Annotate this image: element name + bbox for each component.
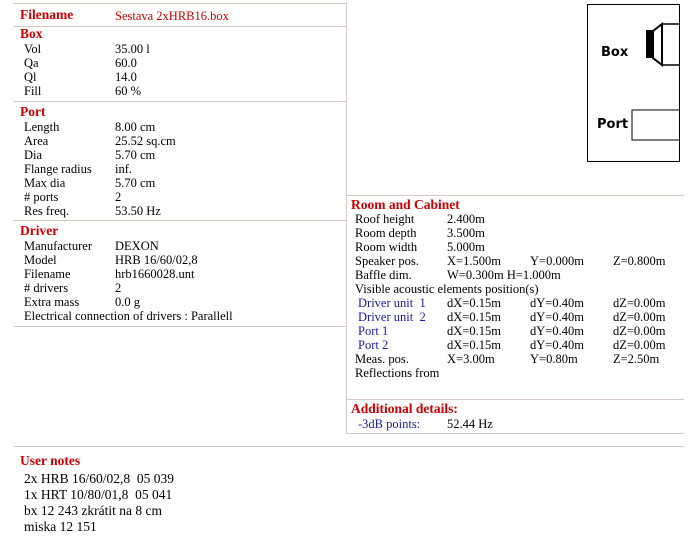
note-line: bx 12 243 zkrátit na 8 cm (24, 503, 162, 518)
row-value: HRB 16/60/02,8 (115, 253, 198, 267)
element-dx: dX=0.15m (447, 338, 501, 352)
room-row (355, 212, 675, 226)
diagram-box-label: Box (601, 45, 629, 60)
row-label: Baffle dim. (355, 268, 412, 282)
row-label: Meas. pos. (355, 352, 409, 366)
baffle-row (355, 268, 675, 282)
row-value: 8.00 cm (115, 120, 156, 134)
note-line: miska 12 151 (24, 519, 97, 534)
row-label: Flange radius (24, 162, 92, 176)
row-label: Speaker pos. (355, 254, 419, 268)
port-row (24, 134, 324, 148)
room-section-title: Room and Cabinet (351, 197, 460, 212)
element-name: Port 2 (358, 338, 389, 352)
driver-row (24, 239, 324, 253)
speaker-pos-row (355, 254, 685, 268)
row-label: # ports (24, 190, 59, 204)
row-label: Ql (24, 70, 37, 84)
element-row (355, 324, 685, 338)
driver-section-title: Driver (20, 223, 59, 238)
element-row (355, 310, 685, 324)
row-label: # drivers (24, 281, 69, 295)
divider (14, 220, 346, 221)
row-label: Filename (24, 267, 71, 281)
box-section-title: Box (20, 26, 43, 41)
row-label: Max dia (24, 176, 66, 190)
row-value: 14.0 (115, 70, 137, 84)
row-label: Res freq. (24, 204, 70, 218)
meas-pos-z: Z=2.50m (613, 352, 660, 366)
port-row (24, 120, 324, 134)
row-value: 0.0 g (115, 295, 140, 309)
points-value: 52.44 Hz (447, 417, 493, 431)
element-row (355, 338, 685, 352)
row-value: 2 (115, 281, 122, 295)
port-row (24, 162, 324, 176)
divider (14, 3, 346, 4)
driver-row (24, 267, 324, 281)
element-dx: dX=0.15m (447, 296, 501, 310)
row-value: DEXON (115, 239, 159, 253)
row-value: 35.00 l (115, 42, 150, 56)
points-label: -3dB points: (358, 417, 421, 431)
diagram-port-label: Port (597, 117, 629, 132)
divider (346, 195, 684, 196)
row-label: Vol (24, 42, 42, 56)
row-value: hrb1660028.unt (115, 267, 195, 281)
note-line: 1x HRT 10/80/01,8 05 041 (24, 487, 173, 502)
speaker-pos-z: Z=0.800m (613, 254, 666, 268)
row-value: 60.0 (115, 56, 137, 70)
row-label: Qa (24, 56, 39, 70)
element-dx: dX=0.15m (447, 324, 501, 338)
driver-connection: Electrical connection of drivers : Parallell (24, 309, 233, 323)
meas-pos-x: X=3.00m (447, 352, 495, 366)
element-dz: dZ=0.00m (613, 338, 666, 352)
row-value: 2.400m (447, 212, 485, 226)
user-notes-title: User notes (20, 453, 81, 468)
filename-label: Filename (20, 7, 74, 22)
row-value: 5.70 cm (115, 176, 156, 190)
element-dy: dY=0.40m (530, 296, 584, 310)
row-value: 53.50 Hz (115, 204, 161, 218)
note-line: 2x HRB 16/60/02,8 05 039 (24, 471, 175, 486)
row-value: 3.500m (447, 226, 485, 240)
row-label: Model (24, 253, 57, 267)
port-row (24, 204, 324, 218)
row-label: Manufacturer (24, 239, 93, 253)
row-value: W=0.300m H=1.000m (447, 268, 561, 282)
box-row (24, 70, 324, 84)
driver-row (24, 281, 324, 295)
meas-pos-y: Y=0.80m (530, 352, 578, 366)
additional-section-title: Additional details: (351, 401, 458, 416)
speaker-pos-x: X=1.500m (447, 254, 501, 268)
element-name: Port 1 (358, 324, 389, 338)
row-value: 5.70 cm (115, 148, 156, 162)
filename-value: Sestava 2xHRB16.box (115, 9, 229, 23)
row-label: Dia (24, 148, 43, 162)
port-row (24, 148, 324, 162)
element-dz: dZ=0.00m (613, 324, 666, 338)
row-value: 60 % (115, 84, 142, 98)
driver-row (24, 295, 324, 309)
box-diagram (587, 4, 680, 162)
element-dy: dY=0.40m (530, 310, 584, 324)
room-row (355, 240, 675, 254)
box-row (24, 84, 324, 98)
element-dy: dY=0.40m (530, 338, 584, 352)
points-row (358, 417, 678, 431)
divider (14, 326, 346, 327)
row-label: Area (24, 134, 49, 148)
divider (346, 399, 684, 400)
port-row (24, 176, 324, 190)
element-row (355, 296, 685, 310)
element-dz: dZ=0.00m (613, 296, 666, 310)
box-row (24, 56, 324, 70)
row-label: Extra mass (24, 295, 80, 309)
row-label: Length (24, 120, 60, 134)
port-row (24, 190, 324, 204)
row-label: Room depth (355, 226, 417, 240)
element-name: Driver unit 2 (358, 310, 426, 324)
divider (14, 446, 684, 447)
divider (14, 26, 346, 27)
row-value: 25.52 sq.cm (115, 134, 176, 148)
element-name: Driver unit 1 (358, 296, 426, 310)
element-dx: dX=0.15m (447, 310, 501, 324)
visible-elements-label: Visible acoustic elements position(s) (355, 282, 539, 296)
box-row (24, 42, 324, 56)
box-diagram-drawing (587, 4, 680, 162)
speaker-pos-y: Y=0.000m (530, 254, 584, 268)
element-dz: dZ=0.00m (613, 310, 666, 324)
row-label: Fill (24, 84, 42, 98)
row-label: Room width (355, 240, 418, 254)
row-value: 5.000m (447, 240, 485, 254)
row-value: 2 (115, 190, 122, 204)
meas-pos-row (355, 352, 685, 366)
port-section-title: Port (20, 104, 46, 119)
driver-row (24, 253, 324, 267)
room-row (355, 226, 675, 240)
row-label: Roof height (355, 212, 415, 226)
reflections-label: Reflections from (355, 366, 440, 380)
divider (346, 195, 347, 433)
divider (14, 101, 346, 102)
row-value: inf. (115, 162, 133, 176)
element-dy: dY=0.40m (530, 324, 584, 338)
divider (346, 433, 684, 434)
